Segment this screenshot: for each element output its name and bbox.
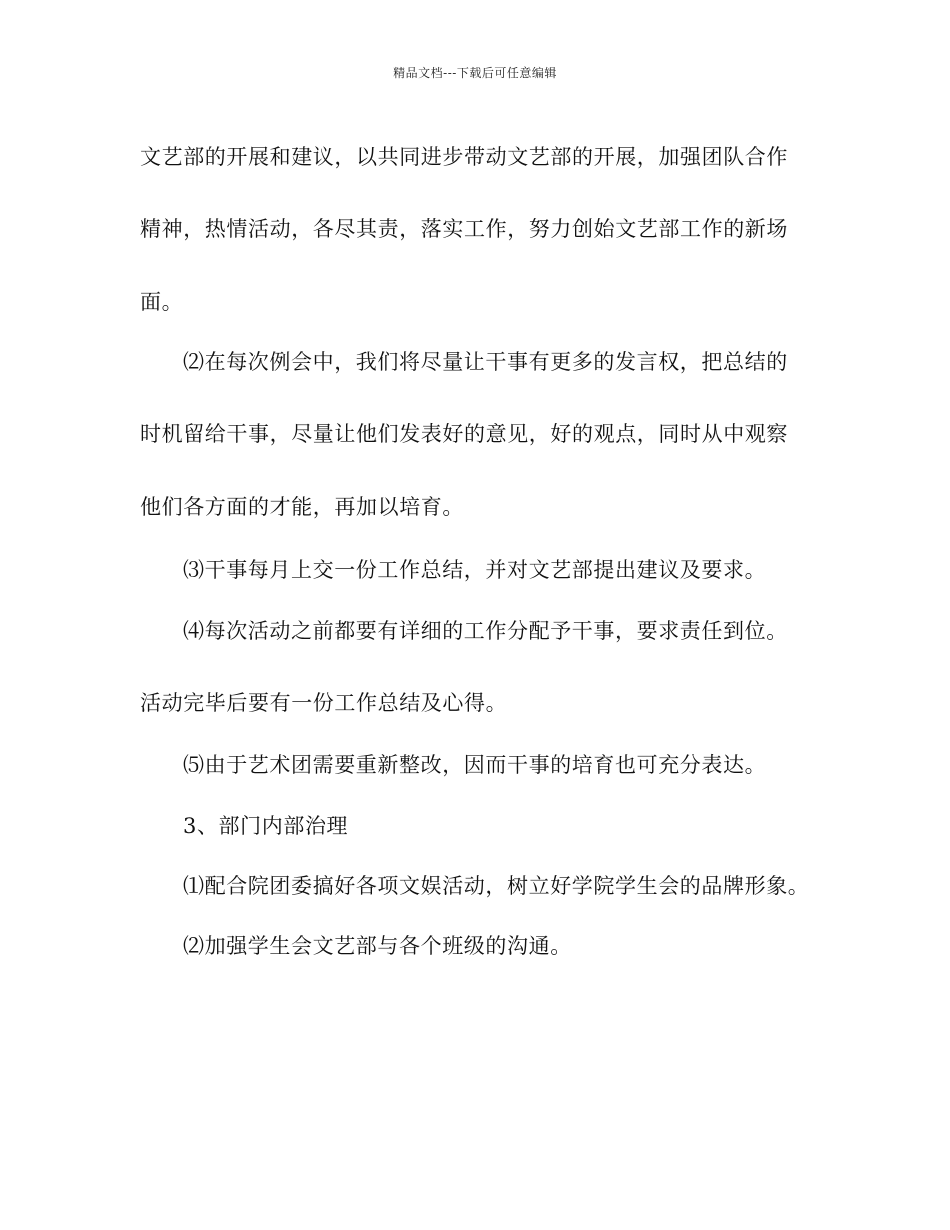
section-heading: 3、部门内部治理 xyxy=(183,814,349,838)
paragraph-line: ⑵加强学生会文艺部与各个班级的沟通。 xyxy=(183,934,572,958)
paragraph-line: 文艺部的开展和建议，以共同进步带动文艺部的开展，加强团队合作 xyxy=(140,145,788,169)
paragraph-line: ⑴配合院团委搞好各项文娱活动，树立好学院学生会的品牌形象。 xyxy=(183,874,810,898)
paragraph-line: ⑵在每次例会中，我们将尽量让干事有更多的发言权，把总结的 xyxy=(183,350,788,374)
paragraph-line: 面。 xyxy=(140,290,184,314)
paragraph-line: ⑷每次活动之前都要有详细的工作分配予干事，要求责任到位。 xyxy=(183,619,788,643)
page-header: 精品文档---下载后可任意编辑 xyxy=(393,66,557,80)
paragraph-line: 他们各方面的才能，再加以培育。 xyxy=(140,495,464,519)
paragraph-line: 活动完毕后要有一份工作总结及心得。 xyxy=(140,691,508,715)
paragraph-line: 时机留给干事，尽量让他们发表好的意见，好的观点，同时从中观察 xyxy=(140,422,788,446)
paragraph-line: ⑸由于艺术团需要重新整改，因而干事的培育也可充分表达。 xyxy=(183,753,767,777)
paragraph-line: ⑶干事每月上交一份工作总结，并对文艺部提出建议及要求。 xyxy=(183,558,767,582)
paragraph-line: 精神，热情活动，各尽其责，落实工作，努力创始文艺部工作的新场 xyxy=(140,217,788,241)
